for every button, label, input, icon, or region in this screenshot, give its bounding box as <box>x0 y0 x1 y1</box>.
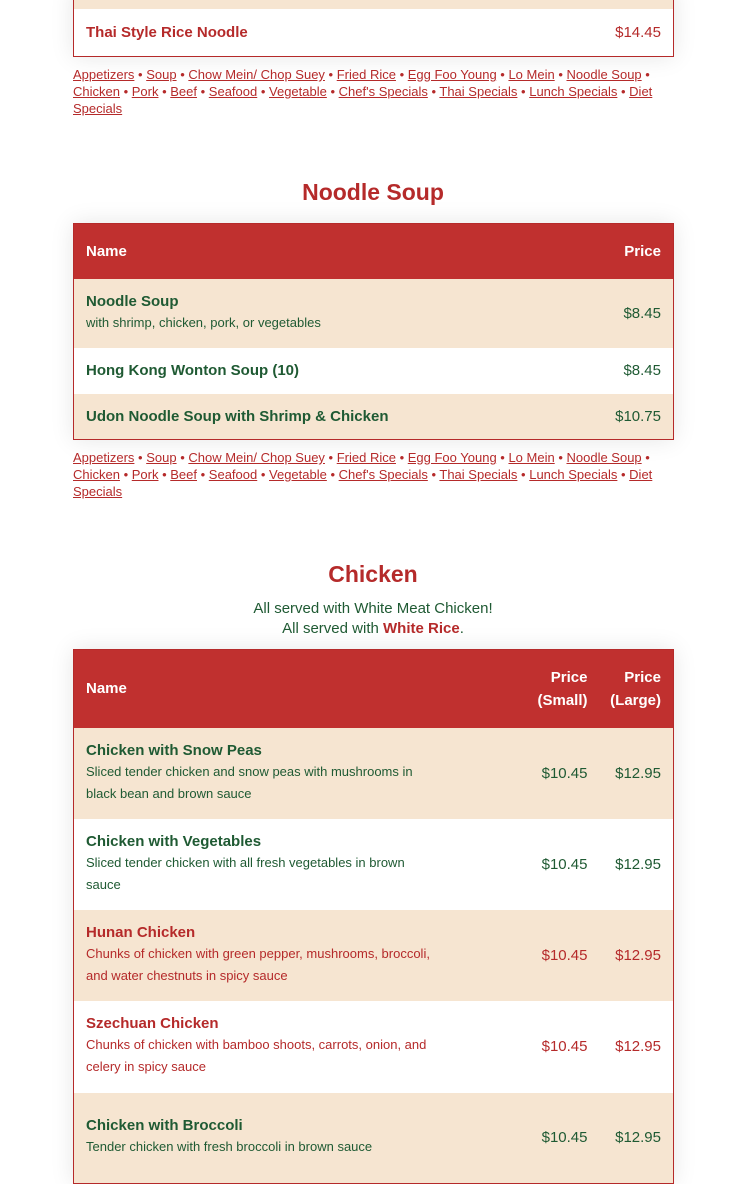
nav-separator: • <box>641 450 650 465</box>
nav-link-chow-mein-chop-suey[interactable]: Chow Mein/ Chop Suey <box>188 450 325 465</box>
nav-link-lo-mein[interactable]: Lo Mein <box>508 450 555 465</box>
nav-link-chow-mein-chop-suey[interactable]: Chow Mein/ Chop Suey <box>188 67 325 82</box>
nav-separator: • <box>427 467 440 482</box>
item-description: Chunks of chicken with green pepper, mushrooms, broccoli, and water chestnuts in spicy sauce <box>86 945 430 983</box>
nav-separator: • <box>326 467 339 482</box>
column-header-name: Name <box>74 650 526 728</box>
nav-link-noodle-soup[interactable]: Noodle Soup <box>566 450 642 465</box>
item-description: Sliced tender chicken and snow peas with mushrooms in black bean and brown sauce <box>86 763 413 801</box>
nav-link-chef-s-specials[interactable]: Chef's Specials <box>338 467 428 482</box>
served-line-2-suffix: . <box>459 620 464 637</box>
nav-link-vegetable[interactable]: Vegetable <box>269 467 327 482</box>
served-note <box>73 599 673 639</box>
nav-separator: • <box>134 450 147 465</box>
header-price-label: Price <box>624 668 661 686</box>
item-name: Udon Noodle Soup with Shrimp & Chicken <box>86 407 389 425</box>
nav-separator: • <box>158 84 171 99</box>
nav-link-lunch-specials[interactable]: Lunch Specials <box>529 84 618 99</box>
item-price: $10.75 <box>544 394 674 440</box>
item-price-small: $10.45 <box>526 819 600 910</box>
nav-separator: • <box>395 67 408 82</box>
nav-link-vegetable[interactable]: Vegetable <box>269 84 327 99</box>
nav-separator: • <box>197 467 209 482</box>
table-row <box>74 728 674 819</box>
nav-link-soup[interactable]: Soup <box>146 67 177 82</box>
column-header-name: Name <box>74 224 544 279</box>
nav-separator: • <box>517 467 530 482</box>
item-price-small: $10.45 <box>526 1001 600 1093</box>
nav-separator: • <box>158 467 171 482</box>
item-name: Chicken with Broccoli <box>86 1117 243 1135</box>
table-row <box>74 1093 674 1184</box>
item-cell <box>74 819 526 910</box>
nav-link-seafood[interactable]: Seafood <box>208 84 258 99</box>
nav-link-fried-rice[interactable]: Fried Rice <box>336 67 396 82</box>
nav-separator: • <box>496 450 509 465</box>
nav-separator: • <box>617 84 630 99</box>
header-size-label: (Large) <box>610 691 661 709</box>
item-name: Noodle Soup <box>86 292 179 310</box>
nav-link-lo-mein[interactable]: Lo Mein <box>508 67 555 82</box>
chicken-table <box>73 649 674 1184</box>
item-cell <box>74 910 526 1001</box>
nav-separator: • <box>395 450 408 465</box>
item-name: Szechuan Chicken <box>86 1015 219 1032</box>
nav-separator: • <box>176 67 189 82</box>
nav-separator: • <box>427 84 440 99</box>
nav-separator: • <box>176 450 189 465</box>
table-header-row <box>74 650 674 728</box>
item-description: Tender chicken with fresh broccoli in brown sauce <box>86 1139 373 1155</box>
table-row <box>74 0 674 9</box>
nav-link-thai-specials[interactable]: Thai Specials <box>439 467 518 482</box>
item-price: $8.45 <box>544 279 674 348</box>
nav-link-diet-specials[interactable]: Diet Specials <box>73 84 653 116</box>
item-price: $14.45 <box>544 9 674 57</box>
nav-link-lunch-specials[interactable]: Lunch Specials <box>529 467 618 482</box>
nav-link-chicken[interactable]: Chicken <box>73 467 120 482</box>
nav-separator: • <box>197 84 209 99</box>
item-price: $8.45 <box>544 348 674 394</box>
nav-link-beef[interactable]: Beef <box>170 467 198 482</box>
item-price-large: $12.95 <box>600 728 674 819</box>
nav-separator: • <box>554 450 567 465</box>
nav-link-chicken[interactable]: Chicken <box>73 84 120 99</box>
nav-separator: • <box>257 467 270 482</box>
category-nav <box>73 66 673 117</box>
item-price-small: $10.45 <box>526 728 600 819</box>
nav-link-egg-foo-young[interactable]: Egg Foo Young <box>407 450 497 465</box>
nav-link-egg-foo-young[interactable]: Egg Foo Young <box>407 67 497 82</box>
item-name: Chicken with Vegetables <box>86 832 262 850</box>
section-title-noodle-soup: Noodle Soup <box>302 179 444 205</box>
nav-link-pork[interactable]: Pork <box>131 467 159 482</box>
nav-separator: • <box>324 450 337 465</box>
table-row <box>74 1001 674 1093</box>
table-row <box>74 819 674 910</box>
served-line-2 <box>73 619 673 639</box>
served-line-1: All served with White Meat Chicken! <box>253 600 493 617</box>
header-size-label: (Small) <box>537 691 588 709</box>
served-line-2-prefix: All served with <box>282 620 383 637</box>
item-price-small: $10.45 <box>526 1093 600 1184</box>
item-price-large: $12.95 <box>600 819 674 910</box>
nav-link-soup[interactable]: Soup <box>146 450 177 465</box>
column-header-price-small <box>526 650 600 728</box>
category-nav <box>73 449 673 500</box>
chicken-table-body <box>74 728 674 1184</box>
table-row <box>74 394 674 440</box>
nav-separator: • <box>554 67 567 82</box>
header-price-label: Price <box>550 668 588 686</box>
nav-separator: • <box>617 467 630 482</box>
item-price-small: $10.45 <box>526 910 600 1001</box>
nav-separator: • <box>119 84 132 99</box>
section-title-chicken: Chicken <box>328 561 418 587</box>
item-name: Hunan Chicken <box>86 923 196 941</box>
item-description: Chunks of chicken with bamboo shoots, carrots, onion, and celery in spicy sauce <box>86 1037 427 1074</box>
item-name: Hong Kong Wonton Soup (10) <box>86 362 300 379</box>
nav-link-fried-rice[interactable]: Fried Rice <box>336 450 396 465</box>
nav-link-diet-specials[interactable]: Diet Specials <box>73 467 653 499</box>
nav-separator: • <box>134 67 147 82</box>
nav-separator: • <box>324 67 337 82</box>
table-row <box>74 348 674 394</box>
item-description: with shrimp, chicken, pork, or vegetables <box>86 314 321 330</box>
noodle-soup-table <box>73 223 674 440</box>
table-row <box>74 9 674 57</box>
nav-separator: • <box>641 67 650 82</box>
table-row <box>74 279 674 348</box>
item-name: Thai Style Rice Noodle <box>86 23 248 41</box>
thai-specials-table <box>73 0 674 57</box>
nav-link-noodle-soup[interactable]: Noodle Soup <box>566 67 642 82</box>
nav-separator: • <box>496 67 509 82</box>
served-line-2-rice: White Rice <box>383 620 460 637</box>
item-price-large: $12.95 <box>600 1001 674 1093</box>
menu-page <box>73 0 673 1184</box>
column-header-price-large <box>600 650 674 728</box>
nav-separator: • <box>119 467 132 482</box>
nav-link-seafood[interactable]: Seafood <box>208 467 258 482</box>
table-header-row <box>74 224 674 279</box>
item-cell <box>74 728 526 819</box>
item-name: Chicken with Snow Peas <box>86 741 262 759</box>
nav-link-appetizers[interactable]: Appetizers <box>73 67 135 82</box>
item-price-large: $12.95 <box>600 1093 674 1184</box>
table-row <box>74 910 674 1001</box>
nav-separator: • <box>257 84 270 99</box>
nav-separator: • <box>326 84 339 99</box>
nav-link-thai-specials[interactable]: Thai Specials <box>439 84 518 99</box>
nav-link-pork[interactable]: Pork <box>131 84 159 99</box>
nav-link-chef-s-specials[interactable]: Chef's Specials <box>338 84 428 99</box>
nav-link-appetizers[interactable]: Appetizers <box>73 450 135 465</box>
nav-link-beef[interactable]: Beef <box>170 84 198 99</box>
item-description: Sliced tender chicken with all fresh vegetables in brown sauce <box>86 854 405 892</box>
item-price-large: $12.95 <box>600 910 674 1001</box>
item-cell <box>74 1093 526 1184</box>
column-header-price: Price <box>544 224 674 279</box>
item-cell <box>74 1001 526 1093</box>
nav-separator: • <box>517 84 530 99</box>
